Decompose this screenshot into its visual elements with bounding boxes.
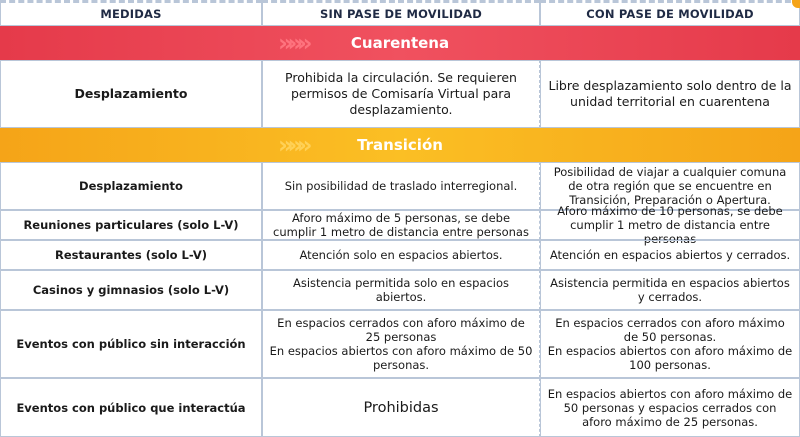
section-band-cuarentena	[0, 26, 800, 60]
table-row	[0, 60, 800, 128]
table-row	[0, 162, 800, 210]
cell-text: En espacios cerrados con aforo máximo de 25 personas	[277, 316, 525, 344]
table-header	[0, 0, 800, 26]
section-title-transicion: Transición	[357, 136, 443, 154]
chevrons-icon: »»»	[278, 29, 307, 57]
section-title-cuarentena: Cuarentena	[350, 34, 450, 52]
row-label: Eventos con público sin interacción	[0, 310, 262, 378]
cell-sin-pase: Aforo máximo de 5 personas, se debe cumplir 1 metro de distancia entre personas	[262, 210, 540, 240]
row-label: Reuniones particulares (solo L-V)	[0, 210, 262, 240]
cell-con-pase: Atención en espacios abiertos y cerrados.	[540, 240, 800, 270]
cell-sin-pase: Atención solo en espacios abiertos.	[262, 240, 540, 270]
table-row	[0, 378, 800, 437]
table-row	[0, 204, 800, 246]
cell-text: En espacios abiertos con aforo máximo de 100 personas.	[547, 344, 793, 372]
row-label: Desplazamiento	[0, 60, 262, 128]
chevrons-icon: »»»	[278, 131, 307, 159]
header-medidas: MEDIDAS	[0, 0, 262, 26]
cell-con-pase	[540, 310, 800, 378]
table-row	[0, 310, 800, 378]
cell-sin-pase: Prohibidas	[262, 378, 540, 437]
cell-con-pase: Aforo máximo de 10 personas, se debe cumplir 1 metro de distancia entre personas	[540, 210, 800, 240]
cell-sin-pase	[262, 310, 540, 378]
cell-con-pase: Posibilidad de viajar a cualquier comuna de otra región que se encuentre en Transición, Preparación o Apertura.	[540, 162, 800, 210]
section-band-transicion	[0, 128, 800, 162]
cell-sin-pase: Asistencia permitida solo en espacios abiertos.	[262, 270, 540, 310]
table-row	[0, 240, 800, 270]
cell-con-pase: Asistencia permitida en espacios abiertos y cerrados.	[540, 270, 800, 310]
header-sin-pase: SIN PASE DE MOVILIDAD	[262, 0, 540, 26]
row-label: Desplazamiento	[0, 162, 262, 210]
row-label: Eventos con público que interactúa	[0, 378, 262, 437]
cell-text: En espacios cerrados con aforo máximo de 50 personas.	[555, 316, 785, 344]
cell-text: En espacios abiertos con aforo máximo de 50 personas.	[269, 344, 533, 372]
cell-con-pase: En espacios abiertos con aforo máximo de 50 personas y espacios cerrados con aforo máximo de 25 personas.	[540, 378, 800, 437]
table-row	[0, 270, 800, 310]
cell-sin-pase: Prohibida la circulación. Se requieren permisos de Comisaría Virtual para desplazamiento.	[262, 60, 540, 128]
row-label: Casinos y gimnasios (solo L-V)	[0, 270, 262, 310]
cell-con-pase: Libre desplazamiento solo dentro de la unidad territorial en cuarentena	[540, 60, 800, 128]
cell-sin-pase: Sin posibilidad de traslado interregional.	[262, 162, 540, 210]
row-label: Restaurantes (solo L-V)	[0, 240, 262, 270]
header-con-pase: CON PASE DE MOVILIDAD	[540, 0, 800, 26]
